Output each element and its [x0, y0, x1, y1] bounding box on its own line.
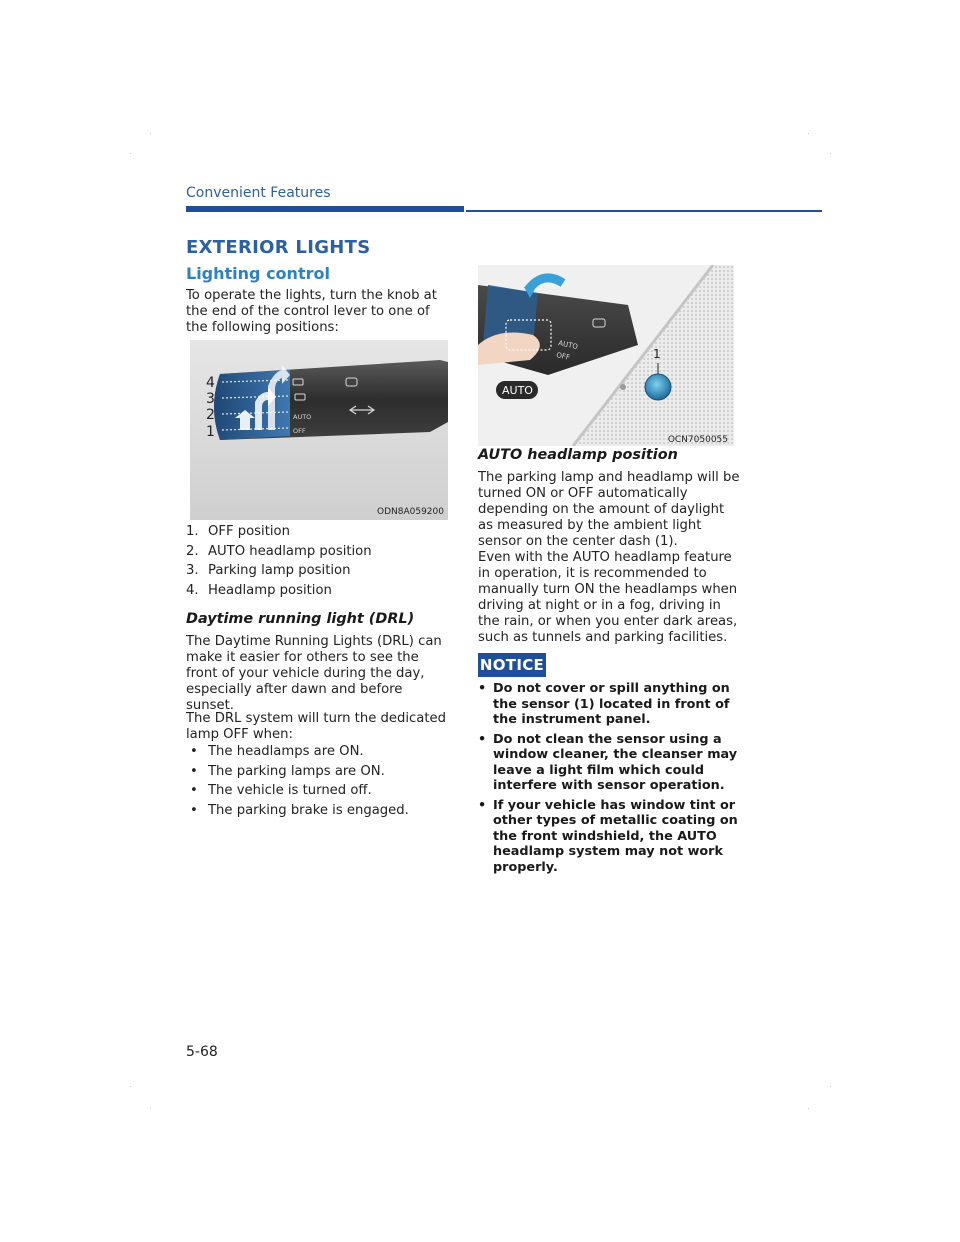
crop-mark — [130, 153, 131, 154]
figure-code: ODN8A059200 — [377, 507, 444, 517]
list-item: • The parking lamps are ON. — [186, 764, 454, 784]
crop-mark — [130, 1086, 131, 1087]
list-item: • The headlamps are ON. — [186, 744, 454, 764]
list-item: • The parking brake is engaged. — [186, 803, 454, 823]
crop-mark — [150, 133, 151, 134]
lighting-control-heading: Lighting control — [186, 264, 330, 283]
list-item: 2. AUTO headlamp position — [186, 543, 372, 559]
notice-item: • If your vehicle has window tint or other types of metallic coating on the front windshield, the AUTO headlamp system may not work properly. — [478, 798, 740, 876]
crop-mark — [830, 1086, 831, 1087]
drl-bullets — [186, 744, 454, 822]
crop-mark — [830, 153, 831, 154]
auto-headlamp-heading: AUTO headlamp position — [478, 447, 678, 463]
auto-headlamp-figure — [478, 265, 734, 446]
switch-off-label: OFF — [293, 427, 306, 435]
drl-paragraph: The Daytime Running Lights (DRL) can make it easier for others to see the front of your vehicle during the day, especially after dawn and before sunset. — [186, 634, 442, 713]
switch-auto-label: AUTO — [293, 413, 312, 421]
crop-mark — [808, 133, 809, 134]
auto-headlamp-paragraph-2: Even with the AUTO headlamp feature in operation, it is recommended to manually turn ON the headlamps when driving at night or in a fog, driving in the rain, or when you enter dark areas, such as tunnels and parking facilities. — [478, 550, 738, 645]
figure-code: OCN7050055 — [667, 435, 728, 445]
light-switch-illustration — [190, 340, 448, 520]
notice-badge: NOTICE — [478, 653, 546, 677]
switch-off-label: OFF — [555, 351, 571, 362]
auto-badge: AUTO — [502, 384, 533, 397]
callout-4: 4 — [206, 375, 215, 391]
callout-1: 1 — [206, 424, 215, 440]
page-number: 5-68 — [186, 1044, 218, 1060]
callout-2: 2 — [206, 407, 215, 423]
list-item: • The vehicle is turned off. — [186, 783, 454, 803]
list-item: 3. Parking lamp position — [186, 563, 351, 578]
notice-item: • Do not clean the sensor using a window cleaner, the cleanser may leave a light film which could interfere with sensor operation. — [478, 732, 740, 794]
sensor-callout: 1 — [653, 347, 661, 361]
light-switch-figure — [190, 340, 448, 520]
header-rule-thick — [186, 206, 464, 212]
drl-condition-intro: The DRL system will turn the dedicated lamp OFF when: — [186, 711, 447, 742]
drl-heading: Daytime running light (DRL) — [186, 611, 415, 627]
list-item: 4. Headlamp position — [186, 582, 332, 598]
auto-headlamp-paragraph-1: The parking lamp and headlamp will be turned ON or OFF automatically depending on the amount of daylight as measured by the ambient light sensor on the center dash (1). — [478, 470, 740, 549]
positions-list — [186, 524, 454, 602]
page-title: EXTERIOR LIGHTS — [186, 237, 371, 258]
section-label: Convenient Features — [186, 185, 331, 201]
auto-sensor-illustration — [478, 265, 734, 446]
lighting-control-intro: To operate the lights, turn the knob at the end of the control lever to one of the following positions: — [186, 288, 437, 335]
header-rule-thin — [466, 210, 822, 212]
notice-list — [478, 681, 740, 879]
callout-3: 3 — [206, 391, 215, 407]
switch-auto-label: AUTO — [557, 339, 579, 352]
notice-item: • Do not cover or spill anything on the sensor (1) located in front of the instrument panel. — [478, 681, 740, 728]
crop-mark — [150, 1108, 151, 1109]
list-item: 1. OFF position — [186, 524, 290, 539]
crop-mark — [808, 1108, 809, 1109]
